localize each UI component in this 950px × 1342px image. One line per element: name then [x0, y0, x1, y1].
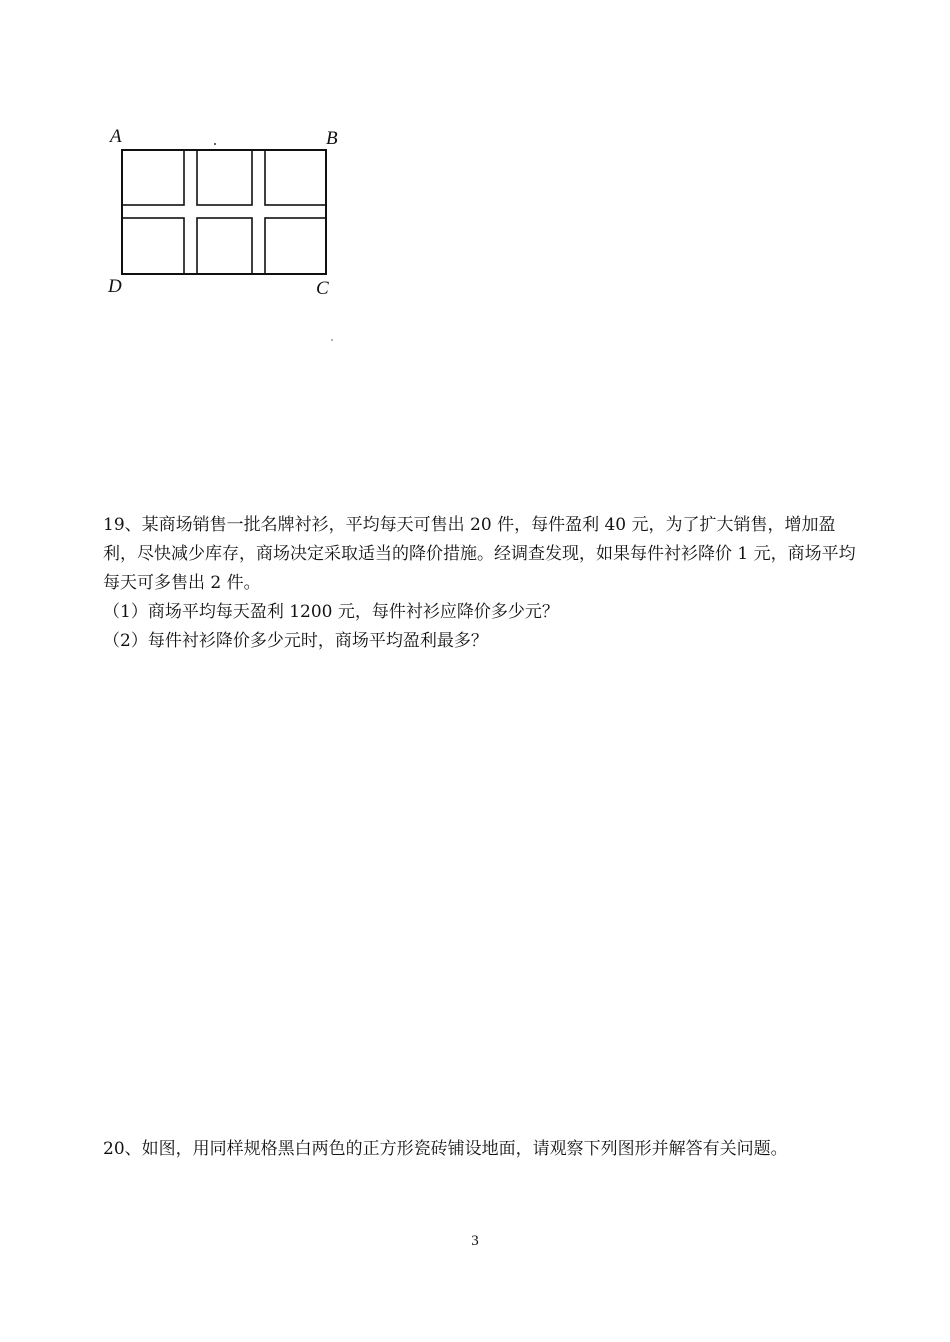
question-19-stem: 19、某商场销售一批名牌衬衫，平均每天可售出 20 件，每件盈利 40 元，为了扩大销售，增加盈利，尽快减少库存，商场决定采取适当的降价措施。经调查发现，如果每件衬衫降价 1 元，商场平均每天可多售出 2 件。 — [103, 515, 856, 593]
question-19-part-2: （2）每件衬衫降价多少元时，商场平均盈利最多？ — [103, 631, 488, 651]
plot-bottom-middle — [197, 218, 252, 274]
speck-mark — [331, 339, 333, 341]
vertex-label-d: D — [108, 276, 122, 297]
outer-rectangle — [122, 150, 326, 274]
question-19-part-1: （1）商场平均每天盈利 1200 元，每件衬衫应降价多少元？ — [103, 602, 559, 622]
question-20-stem: 20、如图，用同样规格黑白两色的正方形瓷砖铺设地面，请观察下列图形并解答有关问题。 — [103, 1139, 788, 1159]
plot-bottom-right — [265, 218, 326, 274]
question-20 — [103, 1135, 863, 1164]
garden-diagram — [100, 122, 360, 352]
plot-top-left — [122, 150, 184, 205]
vertex-label-c: C — [316, 278, 329, 299]
speck-mark — [214, 143, 216, 145]
vertex-label-b: B — [326, 128, 338, 149]
plot-top-middle — [197, 150, 252, 205]
page-number: 3 — [471, 1233, 479, 1249]
vertex-label-a: A — [110, 126, 122, 147]
plot-top-right — [265, 150, 326, 205]
plot-bottom-left — [122, 218, 184, 274]
rectangle-garden-figure — [100, 122, 360, 352]
question-19 — [103, 511, 863, 656]
